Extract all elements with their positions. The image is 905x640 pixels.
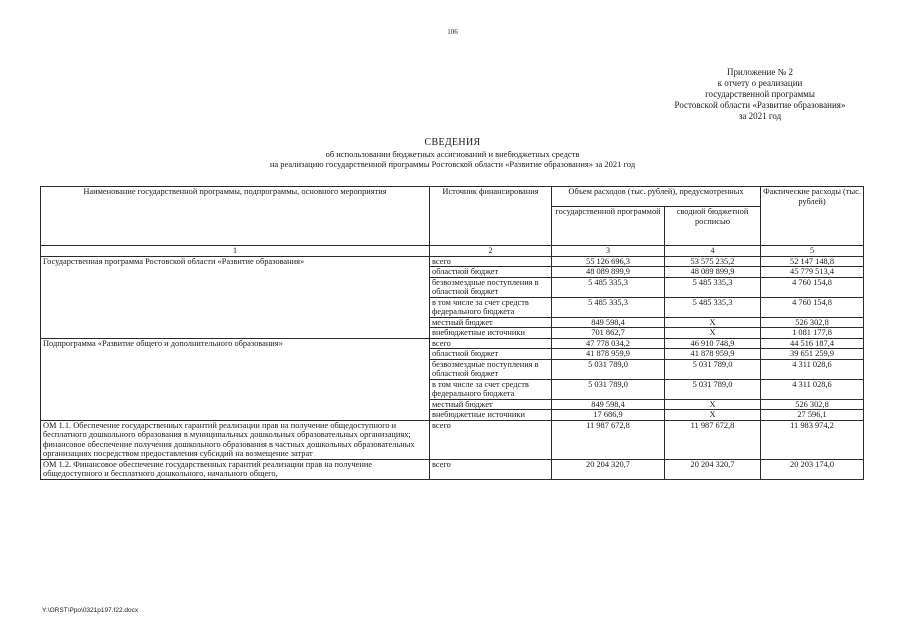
header-volume: Объем расходов (тыс. рублей), предусмотренных (552, 187, 761, 207)
column-number: 2 (430, 246, 552, 257)
row-source: местный бюджет (430, 399, 552, 410)
value-actual: 20 203 174,0 (761, 459, 864, 479)
value-actual: 526 302,8 (761, 317, 864, 328)
value-actual: 4 311 028,6 (761, 359, 864, 379)
value-actual: 52 147 148,8 (761, 256, 864, 267)
value-program: 849 598,4 (552, 399, 665, 410)
row-source: внебюджетные источники (430, 328, 552, 339)
header-budget: сводной бюджетной росписью (665, 207, 761, 246)
row-source: всего (430, 256, 552, 267)
row-source: областной бюджет (430, 267, 552, 278)
value-budget: 46 910 748,9 (665, 338, 761, 349)
document-subtitle: об использовании бюджетных ассигнований и внебюджетных средств (325, 148, 580, 159)
value-budget: 48 089 899,9 (665, 267, 761, 278)
document-title: СВЕДЕНИЯ (424, 137, 481, 148)
value-program: 48 089 899,9 (552, 267, 665, 278)
value-budget: Х (665, 317, 761, 328)
value-program: 5 031 789,0 (552, 379, 665, 399)
column-numbers-row (41, 246, 864, 257)
table-header (41, 187, 864, 257)
expenditure-table (40, 186, 864, 480)
value-budget: Х (665, 399, 761, 410)
annex-line: за 2021 год (738, 111, 782, 121)
value-actual: 39 651 259,9 (761, 349, 864, 360)
column-number: 3 (552, 246, 665, 257)
document-title-block (0, 138, 905, 170)
value-program: 5 485 335,3 (552, 277, 665, 297)
row-name: Государственная программа Ростовской области «Развитие образования» (41, 256, 430, 338)
annex-line: Ростовской области «Развитие образования» (674, 100, 846, 110)
header-actual: Фактические расходы (тыс. рублей) (761, 187, 864, 246)
value-program: 5 485 335,3 (552, 297, 665, 317)
column-number: 5 (761, 246, 864, 257)
value-program: 701 862,7 (552, 328, 665, 339)
annex-line: Приложение № 2 (727, 67, 793, 77)
table-row (41, 338, 864, 349)
value-actual: 11 983 974,2 (761, 420, 864, 459)
row-source: в том числе за счет средств федерального бюджета (430, 297, 552, 317)
value-actual: 4 760 154,8 (761, 297, 864, 317)
value-program: 55 126 696,3 (552, 256, 665, 267)
table-row (41, 420, 864, 459)
table-body (41, 256, 864, 479)
row-name: Подпрограмма «Развитие общего и дополнительного образования» (41, 338, 430, 420)
value-actual: 4 311 028,6 (761, 379, 864, 399)
row-name: ОМ 1.2. Финансовое обеспечение государственных гарантий реализации прав на получение общедоступного и бесплатного дошкольного, начального общего, (41, 459, 430, 479)
value-budget: 41 878 959,9 (665, 349, 761, 360)
row-source: внебюджетные источники (430, 410, 552, 421)
annex-line: к отчету о реализации (717, 78, 803, 88)
value-actual: 27 596,1 (761, 410, 864, 421)
header-program: государственной программой (552, 207, 665, 246)
value-budget: 5 031 789,0 (665, 379, 761, 399)
row-source: всего (430, 420, 552, 459)
row-source: в том числе за счет средств федерального бюджета (430, 379, 552, 399)
header-row (41, 187, 864, 207)
value-actual: 4 760 154,8 (761, 277, 864, 297)
header-source: Источник финансирования (430, 187, 552, 246)
value-budget: 11 987 672,8 (665, 420, 761, 459)
column-number: 4 (665, 246, 761, 257)
row-source: местный бюджет (430, 317, 552, 328)
page-number: 106 (447, 28, 458, 36)
footer-file-path: Y:\ORST\Ppo\0321p197.f22.docx (42, 607, 139, 614)
value-program: 47 778 034,2 (552, 338, 665, 349)
annex-line: государственной программы (705, 89, 815, 99)
value-program: 17 686,9 (552, 410, 665, 421)
value-budget: 5 031 789,0 (665, 359, 761, 379)
value-program: 5 031 789,0 (552, 359, 665, 379)
row-source: областной бюджет (430, 349, 552, 360)
value-program: 11 987 672,8 (552, 420, 665, 459)
value-program: 41 878 959,9 (552, 349, 665, 360)
document-subtitle: на реализацию государственной программы Ростовской области «Развитие образования» за 2021 год (269, 159, 636, 169)
row-source: безвозмездные поступления в областной бюджет (430, 277, 552, 297)
column-number: 1 (41, 246, 430, 257)
value-budget: Х (665, 328, 761, 339)
value-budget: 20 204 320,7 (665, 459, 761, 479)
value-budget: 5 485 335,3 (665, 297, 761, 317)
value-actual: 526 302,8 (761, 399, 864, 410)
value-actual: 44 516 187,4 (761, 338, 864, 349)
value-budget: 53 575 235,2 (665, 256, 761, 267)
row-source: безвозмездные поступления в областной бюджет (430, 359, 552, 379)
value-program: 20 204 320,7 (552, 459, 665, 479)
table-row (41, 459, 864, 479)
value-actual: 45 779 513,4 (761, 267, 864, 278)
row-source: всего (430, 338, 552, 349)
value-budget: Х (665, 410, 761, 421)
row-name: ОМ 1.1. Обеспечение государственных гарантий реализации прав на получение общедоступного и бесплатного дошкольного образования в муниципальных дошкольных образовательных организациях; финансовое обеспечение получения дошкольного образования в частных дошкольных образовательных организациях посредством предоставления субсидий на возмещение затрат (41, 420, 430, 459)
annex-block (600, 67, 905, 122)
row-source: всего (430, 459, 552, 479)
value-budget: 5 485 335,3 (665, 277, 761, 297)
header-name: Наименование государственной программы, подпрограммы, основного мероприятия (41, 187, 430, 246)
value-program: 849 598,4 (552, 317, 665, 328)
value-actual: 1 081 177,8 (761, 328, 864, 339)
table-row (41, 256, 864, 267)
